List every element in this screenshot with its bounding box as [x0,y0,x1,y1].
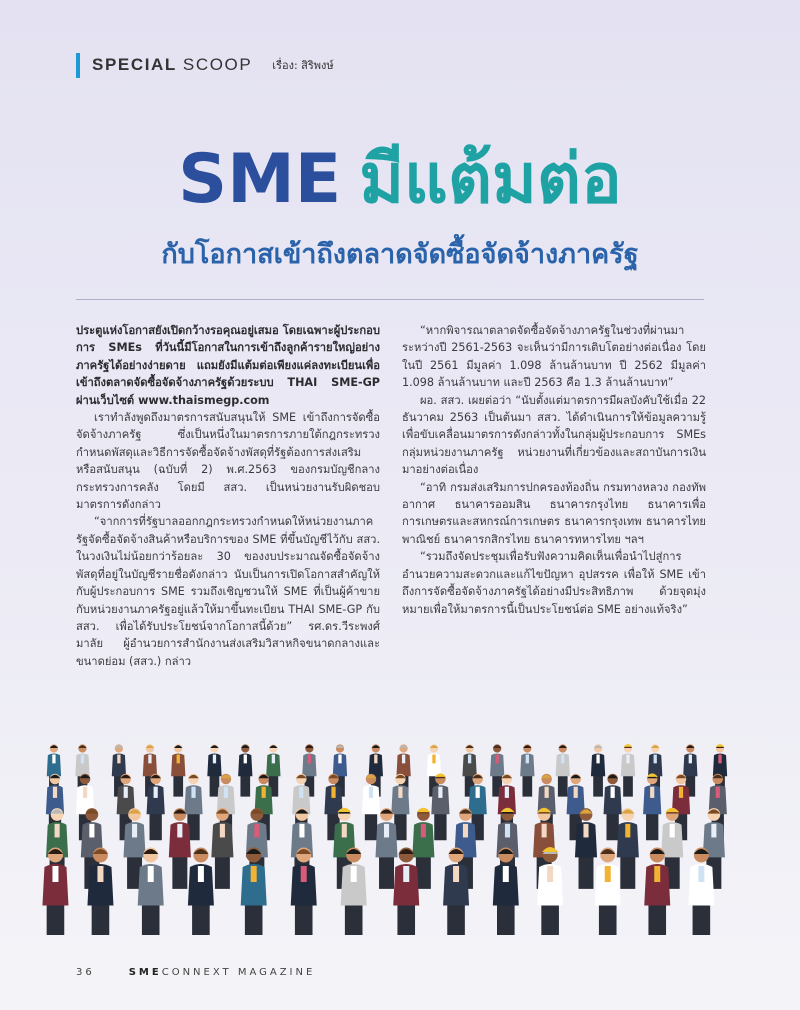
magazine-name-rest: CONNEXT MAGAZINE [161,967,316,978]
hard-hat [417,808,431,812]
person-shirt [384,824,389,838]
person-shirt [55,824,60,838]
person-legs [579,852,594,889]
person-shirt [654,755,657,764]
person-shirt [679,787,683,798]
person-shirt [505,824,510,838]
person-shirt [547,866,553,882]
person-legs [623,773,633,797]
person-shirt [453,866,459,882]
person-shirt [331,787,335,798]
person-shirt [342,824,347,838]
person-shirt [308,755,311,764]
person-shirt [52,755,55,764]
person-shirt [81,755,84,764]
person-shirt [574,787,578,798]
person-shirt [626,755,629,764]
person-shirt [596,755,599,764]
hard-hat [624,744,633,747]
person-legs [606,810,618,840]
section-label-bold: SPECIAL [92,55,177,74]
person-shirt [625,824,630,838]
person-legs [620,852,635,889]
person-legs [173,773,183,797]
person-shirt [468,755,471,764]
title-part-1: SME [178,140,342,219]
page-number: 36 [76,967,95,978]
person-shirt [542,824,547,838]
person-shirt [369,787,373,798]
person-shirt [224,787,228,798]
person-shirt [52,866,58,882]
person-shirt [698,866,704,882]
body-paragraph: “หากพิจารณาตลาดจัดซื้อจัดจ้างภาครัฐในช่วงที่ผ่านมา ระหว่างปี 2561-2563 จะเห็นว่ามีการเติบโตอย่างต่อเนื่อง โดยในปี 2561 มีมูลค่า 1.098 ล้านล้านบาท ปี 2562 มีมูลค่า 1.098 ล้านล้านบาท และปี 2563 คือ 1.3 ล้านล้านบาท” [402,324,706,390]
person-legs [416,852,431,889]
person-shirt [689,755,692,764]
author-credit: เรื่อง: สิริพงษ์ [272,59,334,72]
person-shirt [403,866,409,882]
person-shirt [97,866,103,882]
person-shirt [299,787,303,798]
person-shirt [503,866,509,882]
person-shirt [526,755,529,764]
person-shirt [124,787,128,798]
person-legs [522,773,532,797]
person-shirt [716,787,720,798]
person-shirt [374,755,377,764]
article-column-right [402,322,706,618]
person-shirt [83,787,87,798]
person-shirt [402,755,405,764]
person-shirt [718,755,721,764]
person-shirt [496,755,499,764]
crowd-of-professionals-illustration [36,725,764,935]
person-shirt [476,787,480,798]
person-shirt [53,787,57,798]
magazine-name-bold: SME [128,967,162,978]
person-shirt [711,824,716,838]
person-shirt [191,787,195,798]
person-shirt [561,755,564,764]
body-paragraph: “จากการที่รัฐบาลออกกฎกระทรวงกำหนดให้หน่วยงานภาครัฐจัดซื้อจัดจ้างสินค้าหรือบริการของ SME ที่ขึ้นบัญชีไว้กับ สสว. ในวงเงินไม่น้อยกว่าร้อยละ 30 ของงบประมาณจัดซื้อจัดจ้างพัสดุที่อยู่ในบัญชีรายชื่อดังกล่าว นับเป็นการเปิดโอกาสสำคัญให้กับผู้ประกอบการ SME รวมถึงเชิญชวนให้ SME ที่เป็นผู้ค้าขายกับหน่วยงานภาครัฐอยู่แล้วให้มาขึ้นทะเบียน THAI SME-GP กับ สสว. เพื่อได้รับประโยชน์จากโอกาสนี้ด้วย” รศ.ดร.วีระพงศ์ มาลัย ผู้อำนวยการสำนักงานส่งเสริมวิสาหกิจขนาดกลางและขนาดย่อม (สสว.) กล่าว [76,515,380,668]
person-shirt [432,755,435,764]
person-shirt [398,787,402,798]
section-header [76,52,334,78]
person-legs [240,773,250,797]
body-paragraph: เราทำลังพูดถึงมาตรการสนับสนุนให้ SME เข้าถึงการจัดซื้อจัดจ้างภาครัฐ ซึ่งเป็นหนึ่งในมาตรการภายใต้กฎกระทรวงกำหนดพัสดุและวิธีการจัดซื้อจัดจ้างพัสดุที่รัฐต้องการส่งเสริมหรือสนับสนุน (ฉบับที่ 2) พ.ศ.2563 ของกรมบัญชีกลาง กระทรวงการคลัง โดยมี สสว. เป็นหน่วยงานรับผิดชอบมาตรการดังกล่าว [76,411,380,512]
person-shirt [148,755,151,764]
person-shirt [177,755,180,764]
person-shirt [421,824,426,838]
person-shirt [654,866,660,882]
person-legs [379,852,394,889]
person-shirt [605,866,611,882]
person-shirt [244,755,247,764]
person-legs [558,773,568,797]
person-shirt [351,866,357,882]
person-shirt [545,787,549,798]
article-subtitle: กับโอกาสเข้าถึงตลาดจัดซื้อจัดจ้างภาครัฐ [161,239,639,270]
hard-hat [716,744,725,747]
lead-paragraph: ประตูแห่งโอกาสยังเปิดกว้างรอคุณอยู่เสมอ โดยเฉพาะผู้ประกอบการ SMEs ที่วันนี้มีโอกาสในการเข้าถึงลูกค้ารายใหญ่อย่างภาครัฐได้อย่างง่ายดาย แถมยังมีแต้มต่อเพียงแค่ลงทะเบียนเพื่อเข้าถึงตลาดจัดซื้อจัดจ้างภาครัฐด้วยระบบ THAI SME-GP ผ่านเว็บไซต์ www.thaismegp.com [76,324,380,407]
person-shirt [272,755,275,764]
section-label-light: SCOOP [182,55,253,74]
body-paragraph: ผอ. สสว. เผยต่อว่า “นับตั้งแต่มาตรการมีผลบังคับใช้เมื่อ 22 ธันวาคม 2563 เป็นต้นมา สสว. ได้ดำเนินการให้ข้อมูลความรู้เพื่อขับเคลื่อนมาตรการดังกล่าวทั้งในกลุ่มผู้ประกอบการ SMEs กลุ่มหน่วยงานภาครัฐ หน่วยงานที่เกี่ยวข้องและสถาบันการเงินมาอย่างต่อเนื่อง [402,393,706,477]
person-shirt [301,866,307,882]
person-shirt [154,787,158,798]
person-shirt [198,866,204,882]
title-divider [76,299,704,300]
person-legs [434,810,446,840]
person-shirt [611,787,615,798]
person-shirt [670,824,675,838]
person-shirt [338,755,341,764]
body-paragraph: “รวมถึงจัดประชุมเพื่อรับฟังความคิดเห็นเพื่อนำไปสู่การอำนวยความสะดวกและแก้ไขปัญหา อุปสรรค เพื่อให้ SME เข้าถึงการจัดซื้อจัดจ้างภาครัฐได้อย่างมีประสิทธิภาพ ด้วยจุดมุ่งหมายเพื่อให้มาตรการนี้เป็นประโยชน์ต่อ SME อย่างแท้จริง” [402,550,706,616]
person-shirt [299,824,304,838]
person-shirt [177,824,182,838]
person-shirt [463,824,468,838]
person-shirt [148,866,154,882]
page-footer [76,967,315,978]
article-title [0,140,800,220]
person-shirt [132,824,137,838]
person-legs [215,852,230,889]
article-column-left [76,322,380,670]
person-legs [150,810,162,840]
person-shirt [650,787,654,798]
person-legs [210,773,220,797]
person-shirt [213,755,216,764]
person-shirt [583,824,588,838]
person-shirt [251,866,257,882]
person-legs [593,773,603,797]
person-legs [365,810,377,840]
person-shirt [220,824,225,838]
section-accent-bar [76,53,80,78]
body-paragraph: “อาทิ กรมส่งเสริมการปกครองท้องถิ่น กรมทางหลวง กองทัพอากาศ ธนาคารออมสิน ธนาคารกรุงไทย ธนาคารเพื่อการเกษตรและสหกรณ์การเกษตร ธนาคารกรุงเทพ ธนาคารไทยพาณิชย์ ธนาคารกสิกรไทย ธนาคารทหารไทย ฯลฯ [402,480,706,546]
person-shirt [262,787,266,798]
person-legs [646,810,658,840]
person-shirt [438,787,442,798]
person-shirt [89,824,94,838]
title-part-2: มีแต้มต่อ [359,140,622,219]
person-legs [172,852,187,889]
person-shirt [505,787,509,798]
person-shirt [254,824,259,838]
person-shirt [117,755,120,764]
